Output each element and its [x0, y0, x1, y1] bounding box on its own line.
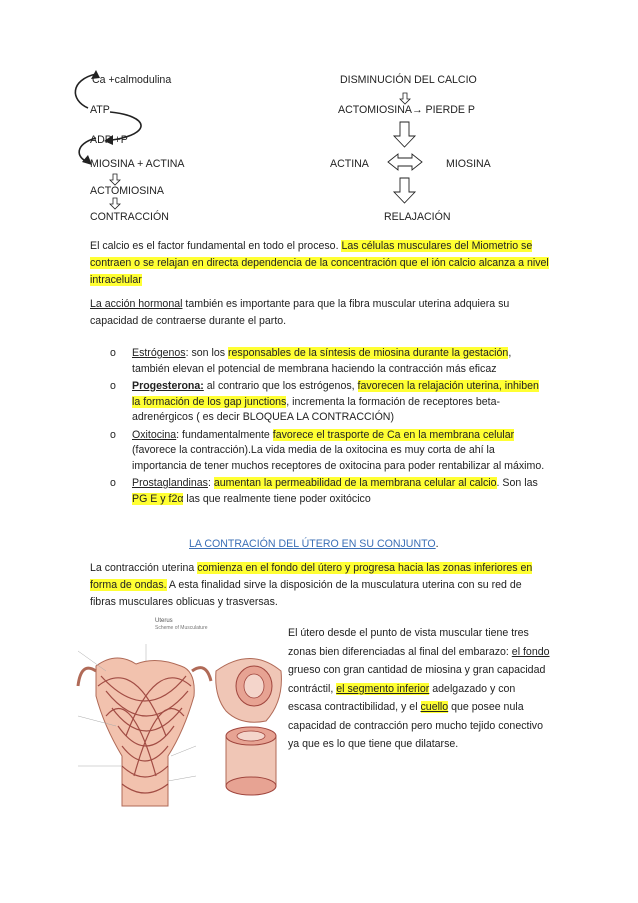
figure-title: Uterus — [155, 618, 173, 624]
list-item-estrogenos: o Estrógenos: son los responsables de la síntesis de miosina durante la gestación, también elevan el potencial de membrana haciendo la contracción más eficaz — [110, 347, 512, 375]
scheme-left-1: Ca +calmodulina — [92, 74, 172, 86]
list-item-progesterona: o Progesterona: al contrario que los estrógenos, favorecen la relajación uterina, inhiben la formación de los gap junctions, incrementa la formación de receptores beta-adrenérgicos ( es decir BLOQUEA LA CONTRACCIÓN) — [110, 380, 539, 423]
uterus-figure — [76, 616, 286, 816]
paragraph-calcio: El calcio es el factor fundamental en todo el proceso. Las células musculares del Miometrio se contraen o se relajan en directa dependencia de la concentración que el ión calcio alcanza a nivel intracelular — [90, 240, 549, 286]
scheme-actina: ACTINA — [330, 158, 369, 170]
scheme-right-mid: ACTOMIOSINA→ PIERDE P — [338, 104, 475, 116]
paragraph-contraccion: La contracción uterina comienza en el fondo del útero y progresa hacia las zonas inferiores en forma de ondas. A esta finalidad sirve la disposición de la musculatura uterina con su red de fibras musculares oblicuas y trasversas. — [90, 562, 533, 608]
scheme-left-3: ADP +P — [90, 134, 128, 146]
scheme-left-4: MIOSINA + ACTINA — [90, 158, 185, 170]
section-title: LA CONTRACIÓN DEL ÚTERO EN SU CONJUNTO. — [189, 538, 439, 550]
paragraph-zonas: El útero desde el punto de vista muscular tiene tres zonas bien diferenciadas al final del embarazo: el fondo grueso con gran cantidad de miosina y gran capacidad contráctil, el segmento inferior adelgazado y con escasa contractibilidad, y el cuello que posee nula capacidad de contracción pero mucho tejido conectivo ya que es lo que tiene que dilatarse. — [288, 627, 550, 750]
figure-subtitle: Scheme of Musculature — [155, 625, 208, 631]
scheme-left-6: CONTRACCIÓN — [90, 211, 169, 223]
hormone-list — [110, 346, 550, 509]
paragraph-hormonal: La acción hormonal también es importante para que la fibra muscular uterina adquiera su capacidad de contraerse durante el parto. — [90, 298, 510, 327]
list-item-prostaglandinas: o Prostaglandinas: aumentan la permeabilidad de la membrana celular al calcio. Son las PG E y f2α las que realmente tiene poder oxitócico — [110, 477, 538, 505]
uterus-illustration — [76, 616, 286, 816]
scheme-left-5: ACTOMIOSINA — [90, 185, 164, 197]
list-item-oxitocina: o Oxitocina: fundamentalmente favorece el trasporte de Ca en la membrana celular (favorece la contracción).La vida media de la oxitocina es muy corta de ahí la importancia de tener muchos receptores de oxitocina para poder rentabilizar al máximo. — [110, 428, 545, 472]
scheme-miosina: MIOSINA — [446, 158, 491, 170]
scheme-right-top: DISMINUCIÓN DEL CALCIO — [340, 74, 477, 86]
scheme-arrows — [0, 0, 638, 240]
scheme-relajacion: RELAJACIÓN — [384, 211, 451, 223]
scheme-left-2: ATP — [90, 104, 110, 116]
